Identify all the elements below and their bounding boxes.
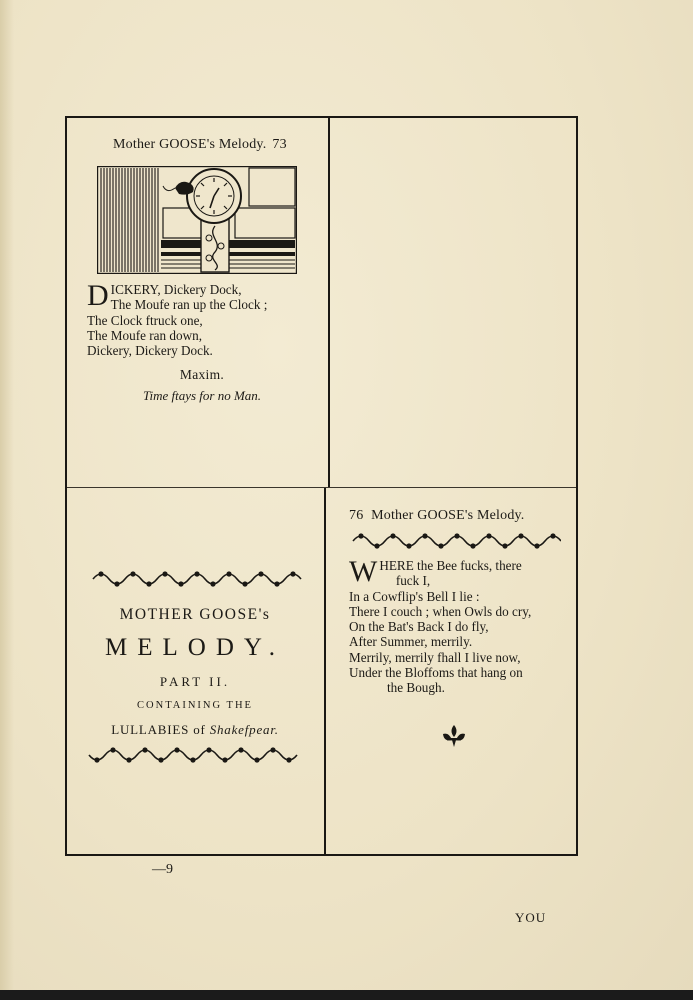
running-head-text: Mother GOOSE's Melody. (371, 508, 525, 523)
page-gutter-shadow (0, 0, 14, 990)
page-number: 73 (272, 137, 287, 152)
verse-dickery-dock (87, 279, 317, 359)
title-mother-goose: MOTHER GOOSE's (119, 606, 271, 623)
title-part: PART II. (159, 674, 231, 689)
running-head (113, 137, 287, 153)
maxim-label: Maxim. (179, 367, 225, 382)
maxim-text: Time ftays for no Man. (142, 388, 262, 403)
vine-ornament-76 (351, 532, 561, 550)
fleur-de-lis-ornament (441, 724, 467, 748)
verse-where-the-bee (349, 555, 575, 696)
verse-line: ICKERY, Dickery Dock, (110, 282, 242, 297)
catchword: YOU (515, 910, 547, 925)
verse-line: On the Bat's Back I do fly, (349, 619, 489, 635)
panel-page-73 (87, 132, 317, 482)
page-number: 76 (349, 508, 364, 523)
drop-cap: D (87, 279, 109, 312)
divider-horizontal (67, 487, 576, 488)
reproduction-frame (65, 116, 578, 925)
scan-edge (0, 990, 693, 1000)
title-melody: MELODY. (105, 634, 285, 661)
verse-line: There I couch ; when Owls do cry, (349, 603, 532, 619)
title-lullabies-prefix: LULLABIES of (111, 722, 210, 737)
verse-line: The Clock ftruck one, (87, 312, 203, 328)
running-head-text: Mother GOOSE's Melody. (113, 137, 267, 152)
divider-vertical-bottom (324, 488, 326, 856)
verse-line: The Moufe ran down, (87, 327, 202, 343)
title-containing: CONTAINING THE (137, 700, 253, 711)
vine-ornament-top (91, 570, 303, 588)
divider-vertical-top (328, 118, 330, 488)
verse-line: After Summer, merrily. (349, 634, 473, 650)
verse-line: fuck I, (379, 573, 431, 589)
title-lullabies (67, 722, 323, 738)
verse-line: Dickery, Dickery Dock. (87, 343, 213, 359)
verse-line: The Moufe ran up the Clock ; (110, 297, 268, 313)
verse-line: In a Cowflip's Bell I lie : (349, 588, 480, 604)
verse-line: the Bough. (387, 680, 445, 696)
drop-cap: W (349, 555, 378, 588)
vine-ornament-bottom (87, 746, 301, 764)
verse-line: HERE the Bee fucks, there (379, 558, 522, 573)
verse-line: Under the Bloffoms that hang on (349, 665, 523, 681)
clock-with-mouse-woodcut (97, 166, 297, 274)
title-shakespear: Shakefpear. (209, 722, 279, 737)
verse-line: Merrily, merrily fhall I live now, (349, 649, 521, 665)
running-head-76 (349, 508, 525, 524)
signature-mark: —9 (152, 862, 173, 877)
panel-page-76 (329, 490, 577, 925)
panel-title-page (67, 490, 323, 854)
